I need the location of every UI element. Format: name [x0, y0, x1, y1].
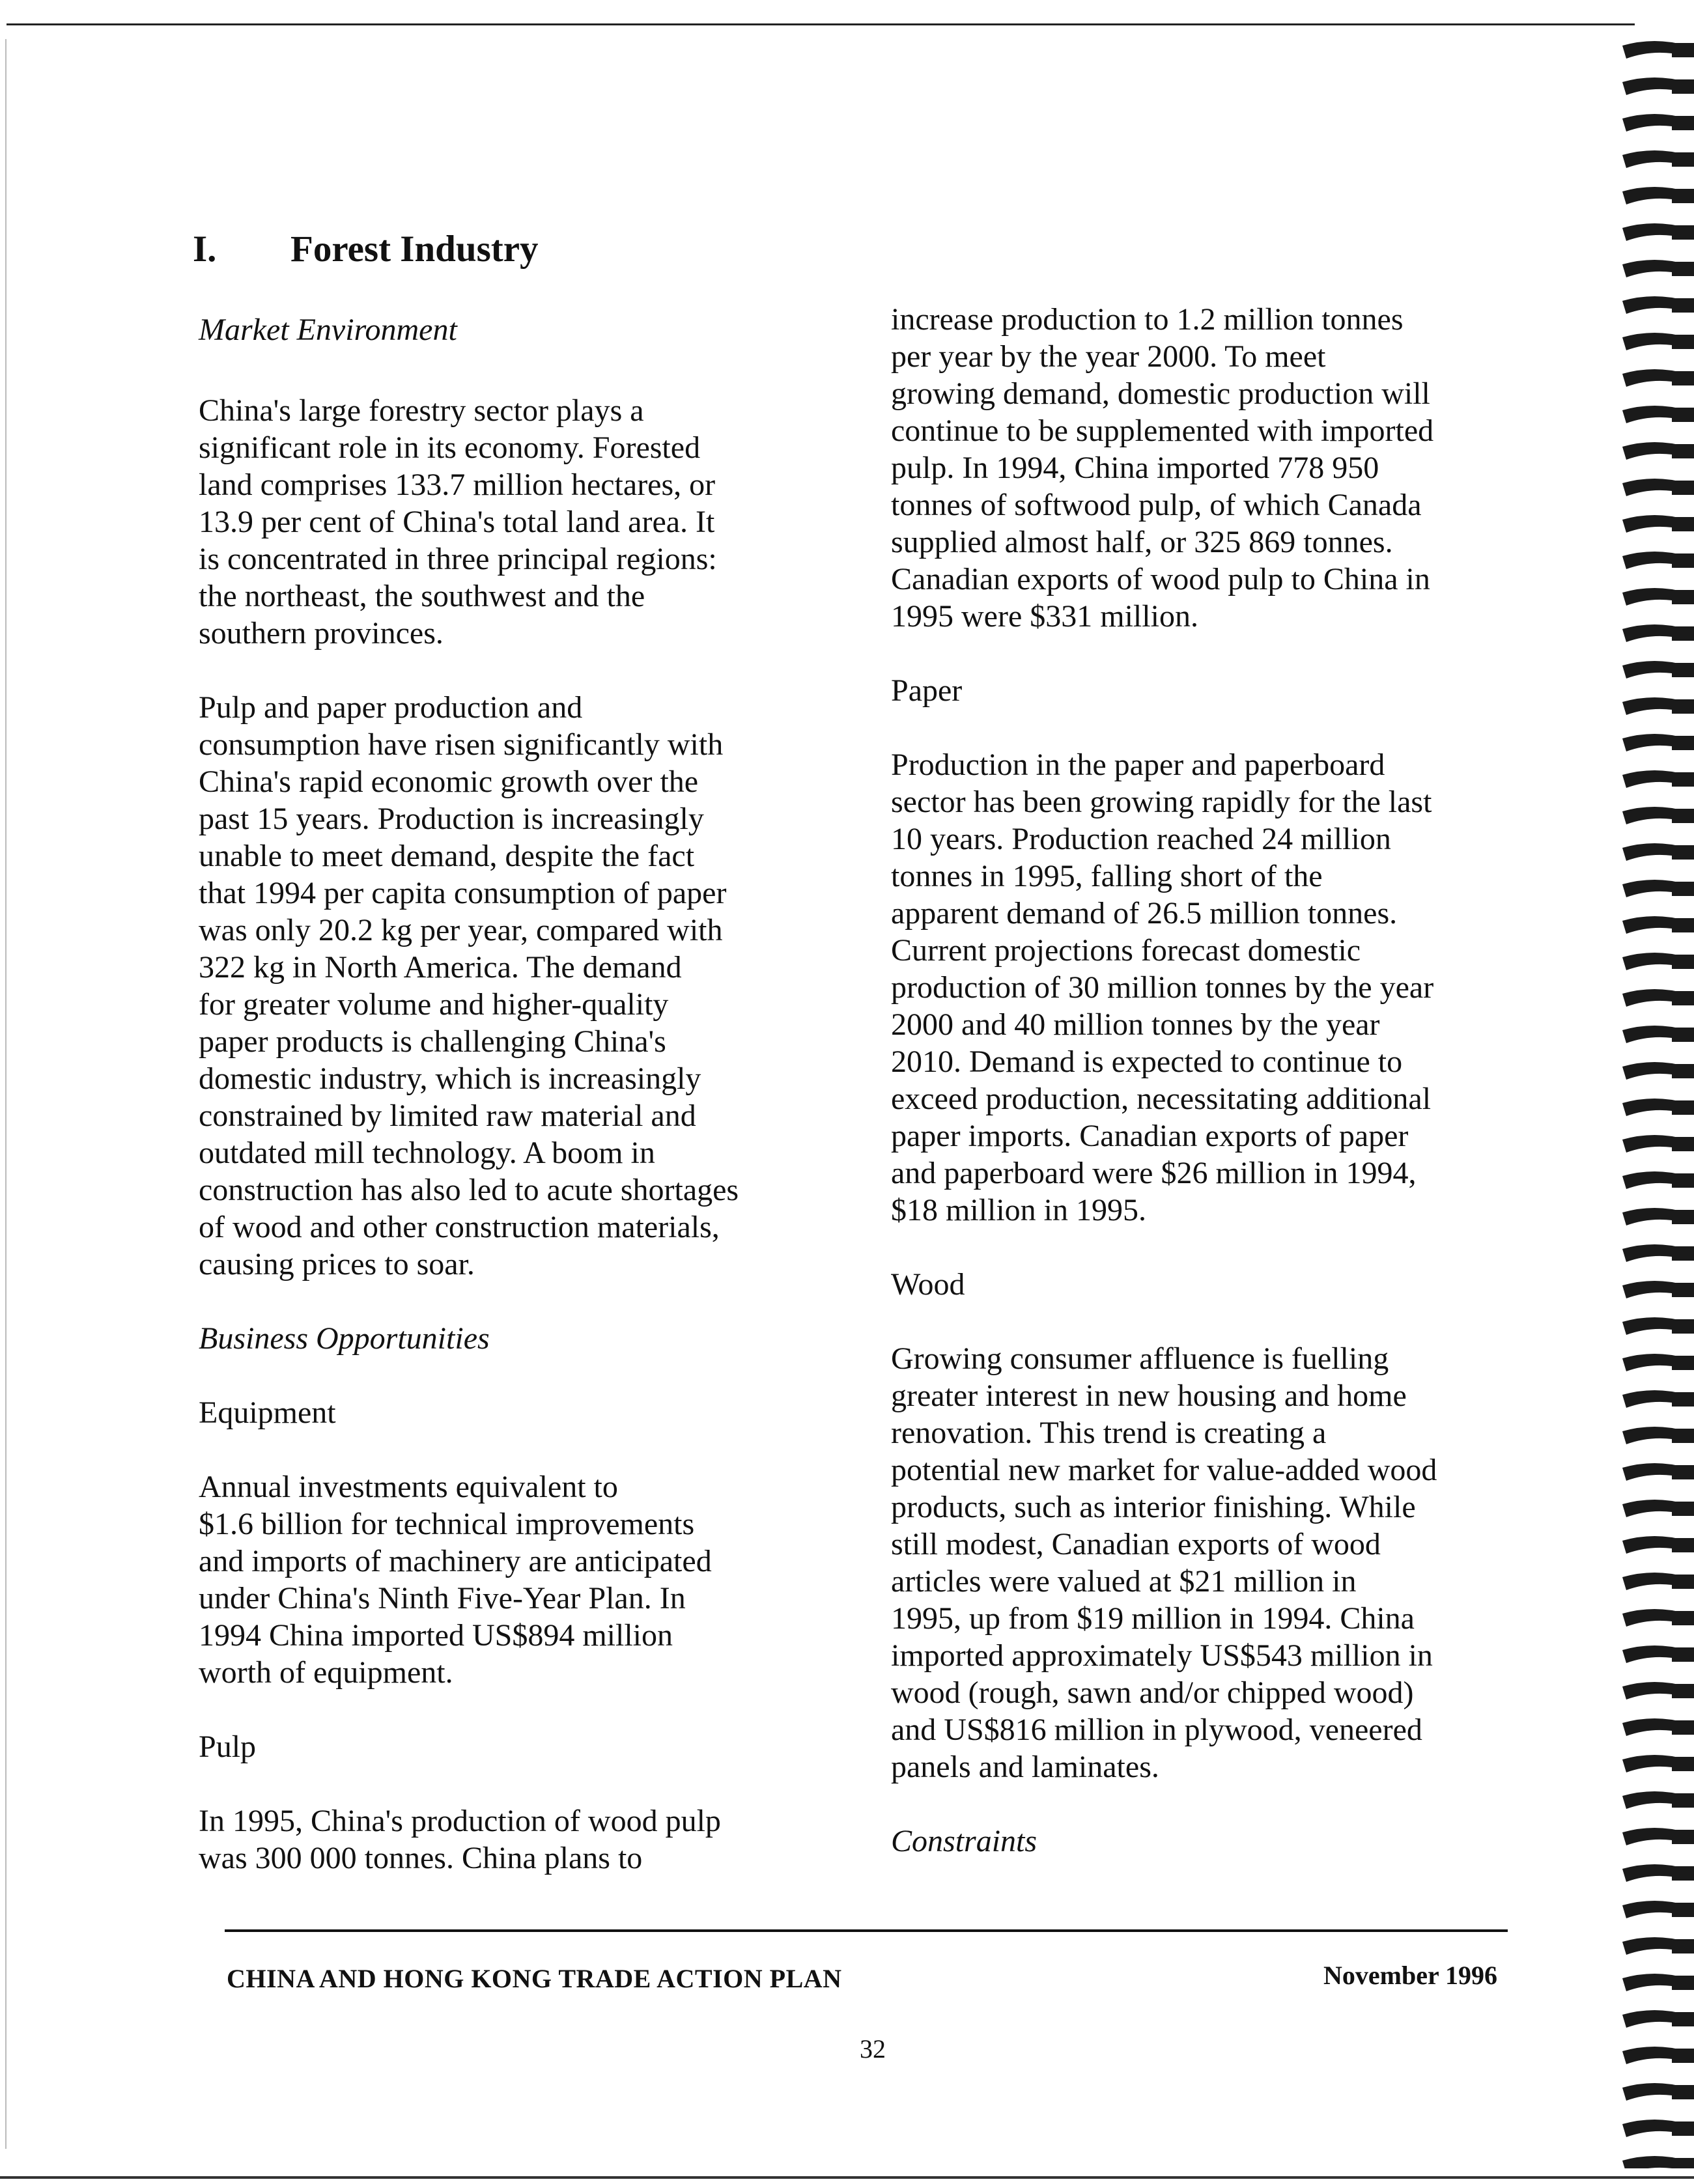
text-line: significant role in its economy. Forested: [199, 430, 701, 465]
left-column: [199, 311, 824, 1877]
text-line: articles were valued at $21 million in: [891, 1564, 1357, 1599]
constraints-heading: Constraints: [891, 1824, 1038, 1858]
text-line: panels and laminates.: [891, 1750, 1159, 1784]
text-line: 1995 were $331 million.: [891, 599, 1198, 634]
bottom-edge: [0, 2176, 1694, 2179]
text-line: supplied almost half, or 325 869 tonnes.: [891, 525, 1393, 559]
text-line: still modest, Canadian exports of wood: [891, 1527, 1381, 1561]
text-line: was only 20.2 kg per year, compared with: [199, 913, 723, 947]
text-line: apparent demand of 26.5 million tonnes.: [891, 896, 1398, 931]
text-line: Growing consumer affluence is fuelling: [891, 1341, 1389, 1376]
text-line: causing prices to soar.: [199, 1247, 475, 1281]
text-line: 2010. Demand is expected to continue to: [891, 1044, 1403, 1079]
text-line: 1994 China imported US$894 million: [199, 1618, 673, 1653]
page-number: 32: [860, 2034, 886, 2064]
text-line: the northeast, the southwest and the: [199, 579, 645, 613]
page-edge: [5, 39, 7, 2149]
text-line: products, such as interior finishing. While: [891, 1490, 1416, 1524]
text-line: Annual investments equivalent to: [199, 1470, 618, 1504]
paragraph: [891, 301, 1516, 635]
text-line: growing demand, domestic production will: [891, 376, 1430, 411]
paragraph: [199, 1468, 824, 1691]
market-environment-heading: Market Environment: [199, 313, 457, 347]
section-title: Forest Industry: [290, 229, 539, 270]
equipment-heading: Equipment: [199, 1395, 336, 1430]
text-line: 322 kg in North America. The demand: [199, 950, 682, 985]
spiral-binding: [1609, 0, 1694, 2184]
wood-heading: Wood: [891, 1267, 965, 1302]
text-line: tonnes of softwood pulp, of which Canada: [891, 488, 1422, 522]
text-line: sector has been growing rapidly for the last: [891, 785, 1432, 819]
text-line: and US$816 million in plywood, veneered: [891, 1713, 1422, 1747]
text-line: paper imports. Canadian exports of paper: [891, 1119, 1409, 1153]
text-line: construction has also led to acute shortages: [199, 1173, 739, 1207]
text-line: exceed production, necessitating additional: [891, 1082, 1432, 1116]
text-line: Pulp and paper production and: [199, 690, 583, 725]
text-line: Canadian exports of wood pulp to China in: [891, 562, 1430, 596]
text-line: unable to meet demand, despite the fact: [199, 839, 695, 873]
text-line: 1995, up from $19 million in 1994. China: [891, 1601, 1415, 1636]
footer-rule: [225, 1929, 1508, 1932]
business-opportunities-heading: Business Opportunities: [199, 1321, 490, 1356]
text-line: worth of equipment.: [199, 1655, 453, 1690]
text-line: $1.6 billion for technical improvements: [199, 1507, 695, 1541]
text-line: China's large forestry sector plays a: [199, 393, 644, 428]
text-line: southern provinces.: [199, 616, 444, 651]
text-line: In 1995, China's production of wood pulp: [199, 1804, 721, 1838]
text-line: for greater volume and higher-quality: [199, 987, 669, 1022]
text-line: of wood and other construction materials,: [199, 1210, 720, 1244]
text-line: 2000 and 40 million tonnes by the year: [891, 1007, 1380, 1042]
paper-heading: Paper: [891, 673, 963, 708]
text-line: production of 30 million tonnes by the year: [891, 970, 1434, 1005]
text-line: $18 million in 1995.: [891, 1193, 1147, 1227]
text-line: is concentrated in three principal regions:: [199, 542, 717, 576]
text-line: imported approximately US$543 million in: [891, 1638, 1433, 1673]
text-line: that 1994 per capita consumption of paper: [199, 876, 727, 910]
right-column: [891, 301, 1516, 1860]
text-line: pulp. In 1994, China imported 778 950: [891, 451, 1379, 485]
text-line: potential new market for value-added wood: [891, 1453, 1437, 1487]
text-line: and paperboard were $26 million in 1994,: [891, 1156, 1417, 1190]
text-line: Current projections forecast domestic: [891, 933, 1361, 968]
text-line: China's rapid economic growth over the: [199, 764, 699, 799]
text-line: 10 years. Production reached 24 million: [891, 822, 1391, 856]
text-line: 13.9 per cent of China's total land area. It: [199, 505, 715, 539]
text-line: per year by the year 2000. To meet: [891, 339, 1326, 374]
text-line: under China's Ninth Five-Year Plan. In: [199, 1581, 686, 1616]
text-line: outdated mill technology. A boom in: [199, 1136, 655, 1170]
text-line: land comprises 133.7 million hectares, or: [199, 468, 716, 502]
text-line: domestic industry, which is increasingly: [199, 1061, 701, 1096]
text-line: increase production to 1.2 million tonnes: [891, 302, 1404, 337]
paragraph: [199, 1802, 824, 1877]
footer-date: November 1996: [1323, 1961, 1497, 1990]
text-line: Production in the paper and paperboard: [891, 748, 1385, 782]
text-line: wood (rough, sawn and/or chipped wood): [891, 1675, 1414, 1710]
text-line: constrained by limited raw material and: [199, 1099, 696, 1133]
text-line: renovation. This trend is creating a: [891, 1416, 1327, 1450]
text-line: past 15 years. Production is increasingly: [199, 802, 704, 836]
section-number: I.: [193, 229, 217, 270]
top-rule: [7, 23, 1635, 25]
text-line: consumption have risen significantly with: [199, 727, 724, 762]
paragraph: [199, 392, 824, 652]
pulp-heading: Pulp: [199, 1729, 257, 1764]
text-line: and imports of machinery are anticipated: [199, 1544, 712, 1578]
text-line: tonnes in 1995, falling short of the: [891, 859, 1323, 893]
paragraph: [199, 689, 824, 1283]
section-heading: [193, 228, 539, 270]
paragraph: [891, 1340, 1516, 1785]
text-line: continue to be supplemented with imported: [891, 413, 1434, 448]
text-line: greater interest in new housing and home: [891, 1379, 1407, 1413]
paragraph: [891, 746, 1516, 1229]
text-line: paper products is challenging China's: [199, 1024, 666, 1059]
text-line: was 300 000 tonnes. China plans to: [199, 1841, 643, 1875]
footer-title: CHINA AND HONG KONG TRADE ACTION PLAN: [227, 1964, 842, 1993]
